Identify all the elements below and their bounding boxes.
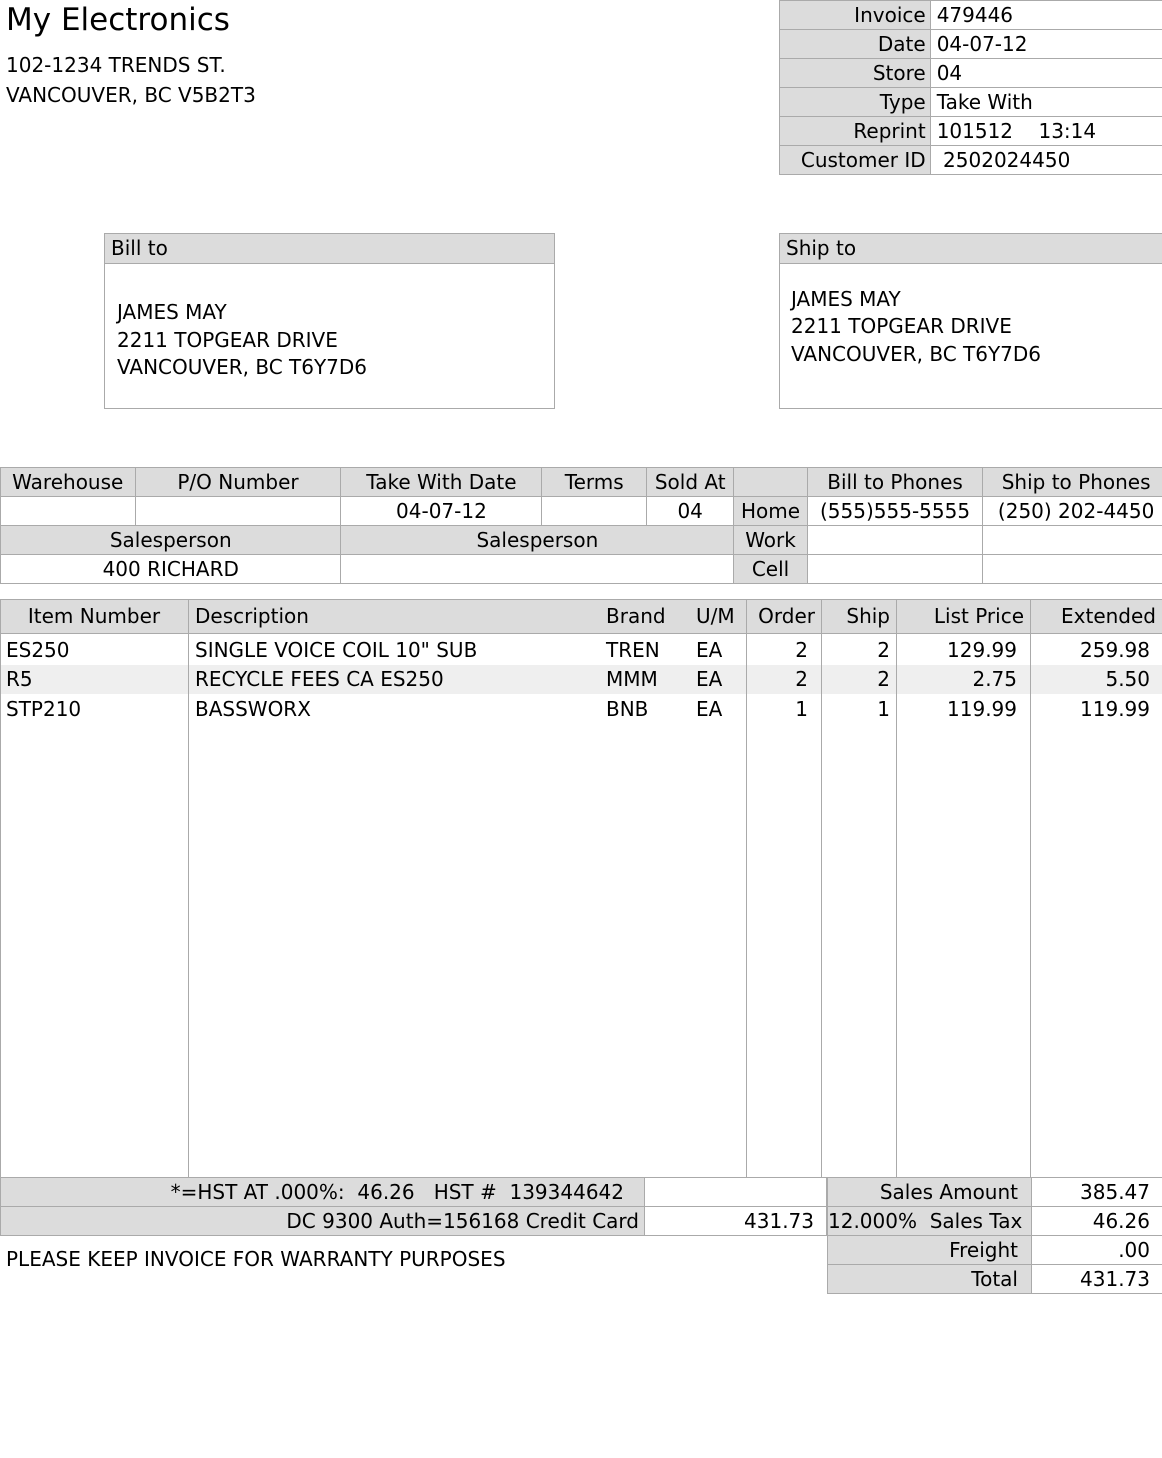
item-number-cell: R5 — [6, 667, 33, 691]
salesperson-header-1: Salesperson — [1, 526, 341, 555]
ship-phones-header: Ship to Phones — [983, 468, 1162, 497]
ship-to-heading: Ship to — [780, 234, 1162, 264]
bill-phone-home: (555)555-5555 — [807, 497, 983, 526]
list-price-cell: 129.99 — [947, 638, 1017, 662]
type-label: Type — [780, 88, 931, 117]
ship-qty-cell: 1 — [877, 697, 890, 721]
salesperson-value-1: 400 RICHARD — [1, 555, 341, 584]
ship-to-city: VANCOUVER, BC T6Y7D6 — [791, 342, 1042, 366]
list-price-cell: 2.75 — [972, 667, 1017, 691]
bill-phones-header: Bill to Phones — [807, 468, 983, 497]
ship-qty-cell: 2 — [877, 638, 890, 662]
total-value: 431.73 — [1031, 1264, 1162, 1294]
sales-amount-label: Sales Amount — [827, 1177, 1032, 1207]
salesperson-value-2 — [341, 555, 734, 584]
brand-header: Brand — [606, 604, 666, 628]
brand-cell: TREN — [606, 638, 660, 662]
invoice-type: Take With — [930, 88, 1162, 117]
bill-to-heading: Bill to — [105, 234, 554, 264]
order-qty-cell: 1 — [795, 697, 808, 721]
item-number-cell: ES250 — [6, 638, 70, 662]
ship-phone-cell — [983, 555, 1162, 584]
terms-value — [542, 497, 647, 526]
payment-line: DC 9300 Auth=156168 Credit Card — [0, 1206, 645, 1236]
bill-to-box — [104, 233, 555, 409]
order-qty-cell: 2 — [795, 667, 808, 691]
um-cell: EA — [696, 638, 723, 662]
store-address-line2: VANCOUVER, BC V5B2T3 — [6, 83, 256, 107]
order-details-table — [0, 467, 1162, 584]
phone-type-header — [734, 468, 808, 497]
phone-type-work: Work — [734, 526, 808, 555]
store-address-line1: 102-1234 TRENDS ST. — [6, 53, 226, 77]
sales-tax-value: 46.26 — [1031, 1206, 1162, 1236]
store-name: My Electronics — [6, 2, 230, 38]
um-header: U/M — [696, 604, 735, 628]
extended-header: Extended — [1061, 604, 1156, 628]
phone-type-cell: Cell — [734, 555, 808, 584]
sales-amount-value: 385.47 — [1031, 1177, 1162, 1207]
sales-tax-label: 12.000% Sales Tax — [827, 1206, 1032, 1236]
description-header: Description — [195, 604, 309, 628]
list-price-cell: 119.99 — [947, 697, 1017, 721]
warehouse-header: Warehouse — [1, 468, 136, 497]
description-cell: RECYCLE FEES CA ES250 — [195, 667, 444, 691]
ship-header: Ship — [846, 604, 890, 628]
extended-cell: 119.99 — [1080, 697, 1150, 721]
bill-to-city: VANCOUVER, BC T6Y7D6 — [117, 355, 368, 379]
salesperson-header-2: Salesperson — [341, 526, 734, 555]
extended-cell: 5.50 — [1105, 667, 1150, 691]
invoice-label: Invoice — [780, 1, 931, 30]
sold-at-value: 04 — [647, 497, 734, 526]
ship-qty-cell: 2 — [877, 667, 890, 691]
bill-phone-work — [807, 526, 983, 555]
description-cell: BASSWORX — [195, 697, 311, 721]
order-qty-cell: 2 — [795, 638, 808, 662]
order-header: Order — [758, 604, 815, 628]
brand-cell: MMM — [606, 667, 658, 691]
bill-to-name: JAMES MAY — [117, 300, 227, 324]
freight-value: .00 — [1031, 1235, 1162, 1265]
warehouse-value — [1, 497, 136, 526]
phone-type-home: Home — [734, 497, 808, 526]
brand-cell: BNB — [606, 697, 649, 721]
um-cell: EA — [696, 667, 723, 691]
invoice-info-table — [779, 0, 1162, 175]
customer-id: 2502024450 — [930, 146, 1162, 175]
item-number-header: Item Number — [27, 604, 161, 628]
sold-at-header: Sold At — [647, 468, 734, 497]
take-with-date-value: 04-07-12 — [341, 497, 542, 526]
column-divider — [0, 599, 1, 1177]
hst-line: *=HST AT .000%: 46.26 HST # 139344642 — [0, 1177, 645, 1207]
store-number: 04 — [930, 59, 1162, 88]
list-price-header: List Price — [933, 604, 1024, 628]
description-cell: SINGLE VOICE COIL 10" SUB — [195, 638, 478, 662]
store-label: Store — [780, 59, 931, 88]
reprint-value: 101512 13:14 — [930, 117, 1162, 146]
invoice-number: 479446 — [930, 1, 1162, 30]
payment-amount: 431.73 — [644, 1206, 827, 1236]
bill-to-street: 2211 TOPGEAR DRIVE — [117, 328, 338, 352]
customer-id-label: Customer ID — [780, 146, 931, 175]
date-label: Date — [780, 30, 931, 59]
hst-blank-cell — [644, 1177, 827, 1207]
ship-to-box — [779, 233, 1162, 409]
extended-cell: 259.98 — [1080, 638, 1150, 662]
po-number-value — [135, 497, 341, 526]
po-number-header: P/O Number — [135, 468, 341, 497]
freight-label: Freight — [827, 1235, 1032, 1265]
item-number-cell: STP210 — [6, 697, 82, 721]
take-with-date-header: Take With Date — [341, 468, 542, 497]
terms-header: Terms — [542, 468, 647, 497]
ship-to-name: JAMES MAY — [791, 287, 901, 311]
warranty-note: PLEASE KEEP INVOICE FOR WARRANTY PURPOSES — [6, 1247, 506, 1271]
um-cell: EA — [696, 697, 723, 721]
column-divider — [188, 599, 189, 1177]
ship-to-street: 2211 TOPGEAR DRIVE — [791, 314, 1012, 338]
invoice-date: 04-07-12 — [930, 30, 1162, 59]
bill-phone-cell — [807, 555, 983, 584]
ship-phone-work — [983, 526, 1162, 555]
reprint-label: Reprint — [780, 117, 931, 146]
total-label: Total — [827, 1264, 1032, 1294]
ship-phone-home: (250) 202-4450 — [983, 497, 1162, 526]
